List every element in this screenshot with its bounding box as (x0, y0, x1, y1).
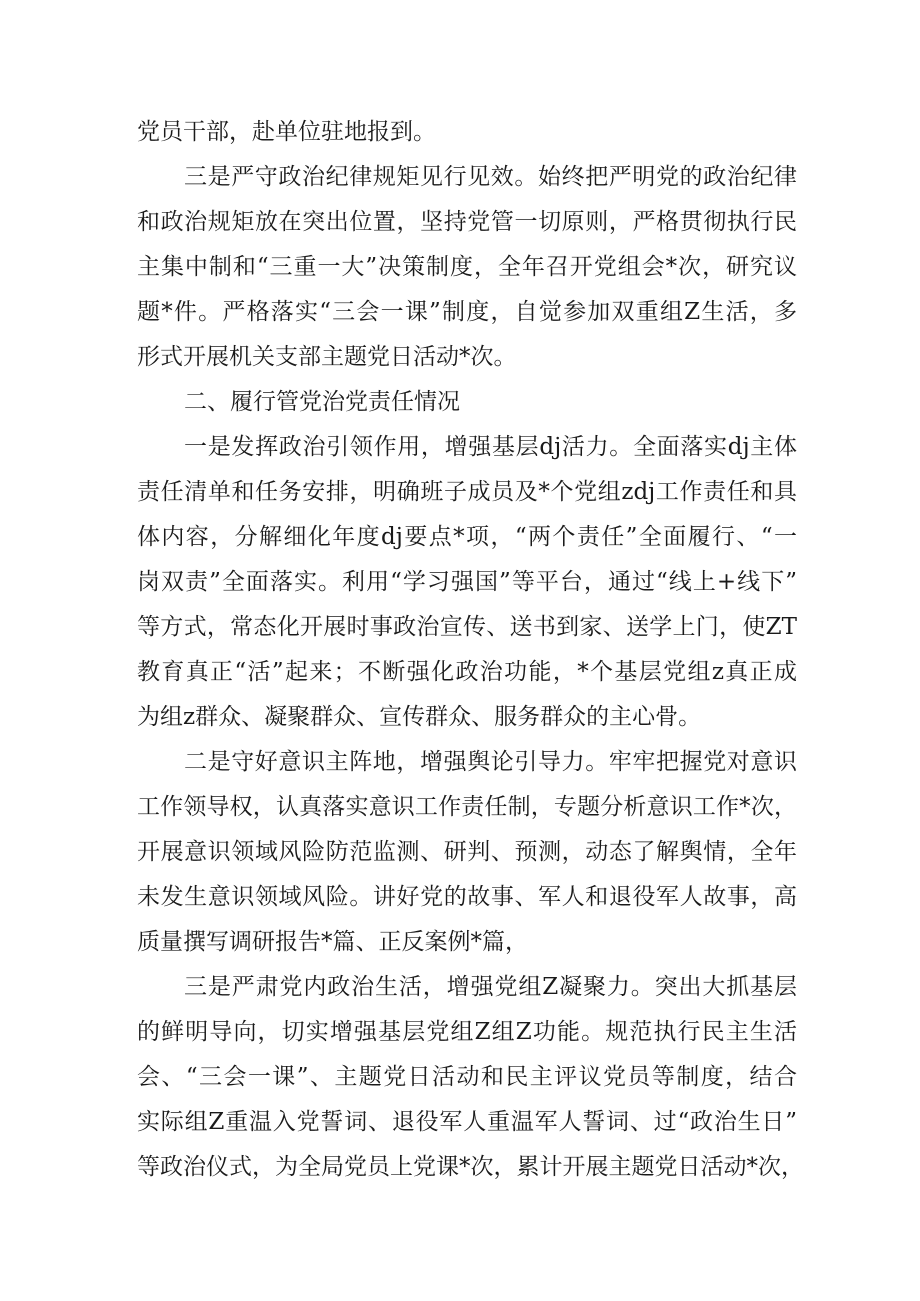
text-line: 等方式，常态化开展时事政治宣传、送书到家、送学上门，使ZT (137, 614, 797, 640)
text-line: 的鲜明导向，切实增强基层党组Z组Z功能。规范执行民主生活 (137, 1019, 797, 1045)
text-line: 质量撰写调研报告*篇、正反案例*篇， (137, 929, 528, 955)
paragraph-start-line: 三是严肃党内政治生活，增强党组Z凝聚力。突出大抓基层 (184, 974, 797, 1000)
text-line: 教育真正“活”起来；不断强化政治功能，*个基层党组z真正成 (137, 659, 797, 685)
text-line: 党员干部，赴单位驻地报到。 (137, 119, 436, 145)
paragraph-start-line: 一是发挥政治引领作用，增强基层dj活力。全面落实dj主体 (184, 434, 797, 460)
text-line: 和政治规矩放在突出位置，坚持党管一切原则，严格贯彻执行民 (137, 209, 797, 235)
text-line: 形式开展机关支部主题党日活动*次。 (137, 344, 517, 370)
text-line: 岗双责”全面落实。利用“学习强国”等平台，通过“线上+线下” (137, 569, 797, 595)
text-line: 开展意识领域风险防范监测、研判、预测，动态了解舆情，全年 (137, 839, 797, 865)
text-line: 会、“三会一课”、主题党日活动和民主评议党员等制度，结合 (137, 1064, 797, 1090)
text-line: 体内容，分解细化年度dj要点*项，“两个责任”全面履行、“一 (137, 524, 797, 550)
text-line: 为组z群众、凝聚群众、宣传群众、服务群众的主心骨。 (137, 704, 702, 730)
text-line: 实际组Z重温入党誓词、退役军人重温军人誓词、过“政治生日” (137, 1109, 797, 1135)
text-line: 责任清单和任务安排，明确班子成员及*个党组zdj工作责任和具 (137, 479, 797, 505)
section-heading: 二、履行管党治党责任情况 (184, 389, 460, 415)
text-line: 未发生意识领域风险。讲好党的故事、军人和退役军人故事，高 (137, 884, 797, 910)
paragraph-start-line: 三是严守政治纪律规矩见行见效。始终把严明党的政治纪律 (184, 164, 797, 190)
paragraph-start-line: 二是守好意识主阵地，增强舆论引导力。牢牢把握党对意识 (184, 749, 797, 775)
text-line: 主集中制和“三重一大”决策制度，全年召开党组会*次，研究议 (137, 254, 797, 280)
text-line: 等政治仪式，为全局党员上党课*次，累计开展主题党日活动*次， (137, 1154, 804, 1180)
text-line: 工作领导权，认真落实意识工作责任制，专题分析意识工作*次， (137, 794, 797, 820)
text-line: 题*件。严格落实“三会一课”制度，自觉参加双重组Z生活，多 (137, 299, 797, 325)
